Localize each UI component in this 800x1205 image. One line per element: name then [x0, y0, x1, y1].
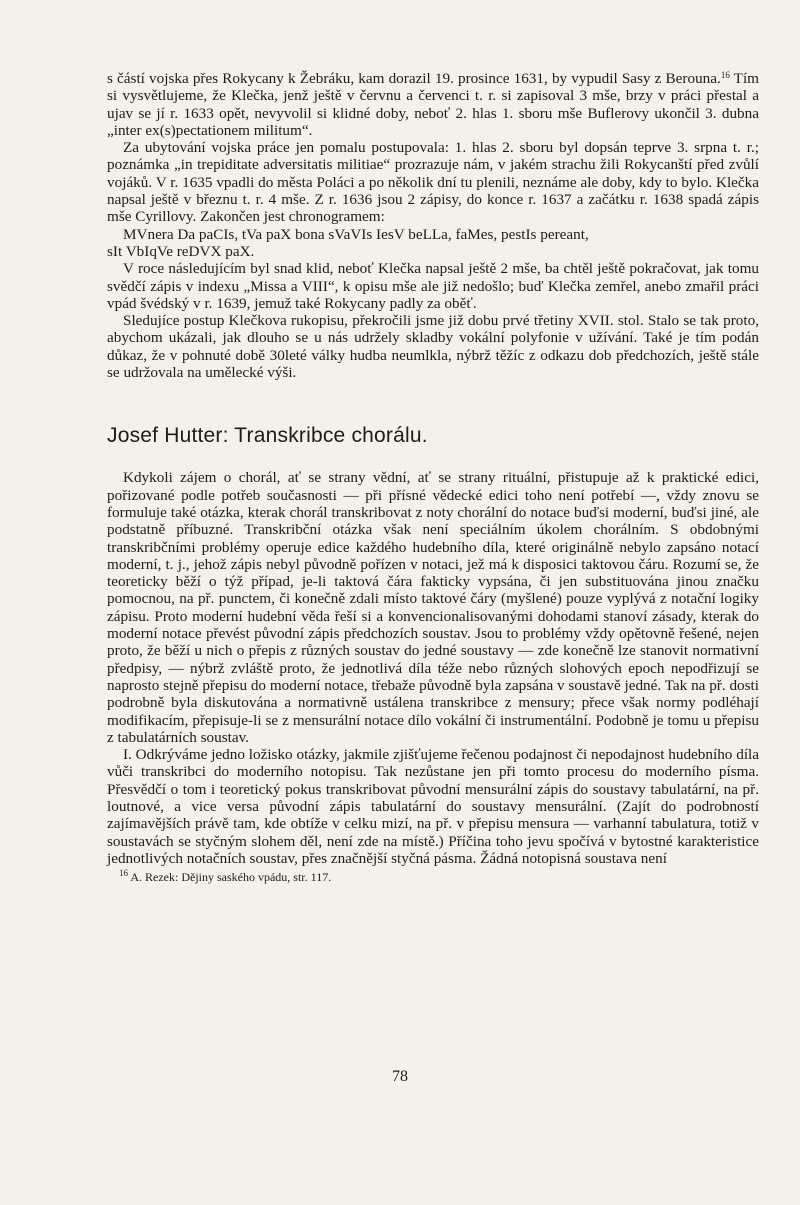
paragraph-1: s částí vojska přes Rokycany k Žebráku, kam dorazil 19. prosince 1631, by vypudil Sasy z Berouna.$^{16}$ Tím si vysvětlujeme, že Klečka, jenž ještě v červnu a červenci t. r. si zapisoval 3 mše, brzy v práci přestal a ujav se jí r. 1633 opět, nevyvolil si klidné doby, neboť 2. hlas 1. sboru mše Buflerovy ukončil 3. dubna „inter ex(s)pectationem militum“.	[107, 70, 759, 139]
paragraph-3: V roce následujícím byl snad klid, neboť Klečka napsal ještě 2 mše, ba chtěl ještě pokračovat, jak tomu svědčí zápis v indexu „Missa a VIII“, k opisu mše ale již nedošlo; buď Klečka zemřel, anebo zmařil práci vpád švédský v r. 1639, jemuž také Rokycany padly za oběť.	[107, 260, 759, 312]
footnote-reference: 16	[720, 70, 730, 80]
paragraph-4: Sledujíce postup Klečkova rukopisu, překročili jsme již dobu prvé třetiny XVII. stol. Stalo se tak proto, abychom ukázali, jak dlouho se u nás udržely skladby vokální polyfonie v užívání. Také je tím podán důkaz, že v pohnuté době 30leté války hudba neumlkla, nýbrž těžíc z odkazu dob předchozích, ještě stále se udržovala na umělecké výši.	[107, 312, 759, 382]
paragraph-2: Za ubytování vojska práce jen pomalu postupovala: 1. hlas 2. sboru byl dopsán teprve 3. srpna t. r.; poznámka „in trepiditate adversitatis militiae“ prozrazuje nám, v jakém strachu žili Rokycanští před zvůlí vojáků. V r. 1635 vpadli do města Poláci a po několik dní tu plenili, neznáme ale doby, kdy to bylo. Klečka napsal ještě v březnu t. r. 4 mše. Z r. 1636 jsou 2 zápisy, do konce r. 1637 a začátku r. 1638 spadá zápis mše Cyrillovy. Zakončen jest chronogramem:	[107, 139, 759, 226]
chronogram-line-2: sIt VbIqVe reDVX paX.	[107, 242, 255, 260]
page-number: 78	[392, 1068, 408, 1085]
page-body	[107, 70, 759, 884]
footnote: $^{16}$ A. Rezek: Dějiny saského vpádu, str. 117.	[119, 868, 332, 885]
chronogram-line-1: MVnera Da paCIs, tVa paX bona sVaVIs IesV beLLa, faMes, pestIs pereant,	[123, 225, 589, 243]
paragraph-5: Kdykoli zájem o chorál, ať se strany vědní, ať se strany rituální, přistupuje až k praktické edici, pořizované podle potřeb současnosti — při přísné vědecké edici toho není potřebí —, vždy znovu se formuluje také otázka, kterak chorál transkribovat z noty chorální do notace buďsi moderní, buďsi jiné, ale podstatně příbuzné. Transkribční otázka však není speciálním úkolem chorálním. S obdobnými transkribčními problémy operuje edice každého hudebního díla, které originálně nebylo zapsáno notací moderní, t. j., jehož zápis nebyl původně pořízen v notaci, jež má k disposici taktovou čáru. Rozumí se, že teoreticky běží o týž případ, je-li taktová čára fakticky vypsána, či jen substituována jinou značku pomocnou, na př. punctem, či konečně zdali místo taktové čáry (myšlené) pouze vyplývá z notační logiky zápisu. Proto moderní hudební věda řeší si a konvencionalisovanými dohodami stanoví zásady, kterak do moderní notace převést původní zápis předchozích soustav. Jsou to problémy vždy opětovně řešené, nejen proto, že běží u nich o přepis z různých soustav do jedné soustavy — zde konečně lze stanovit normativní předpisy, — nýbrž zvláště proto, že jednotlivá díla téže nebo různých slohových epoch nepodřizují se naprosto stejně přepisu do moderní notace, třebaže původně byla zapsána v soustavě jedné. Tak na př. dosti podrobně byla diskutována a normativně ustálena transkribce z mensury; přece však normy podléhají modifikacím, přepisuje-li se z mensurální notace dílo vokální či instrumentální. Podobně je tomu u přepisu z tabulatárních soustav.	[107, 469, 759, 746]
section-title: Josef Hutter: Transkribce chorálu.	[107, 424, 428, 448]
paragraph-6: I. Odkrýváme jedno ložisko otázky, jakmile zjišťujeme řečenou podajnost či nepodajnost hudebního díla vůči transkribci do moderního notopisu. Tak nezůstane jen při tomto procesu do moderního písma. Přesvědčí o tom i teoretický pokus transkribovat původní mensurální zápis do soustavy tabulatární, na př. loutnové, a vice versa původní zápis tabulatární do soustavy mensurální. (Zajít do podrobností zajímavějších právě tam, kde obtíže v celku mizí, na př. v přepisu mensura — varhanní tabulatura, totiž v soustavách se styčným slohem děl, není zde na místě.) Příčina toho jevu spočívá v bytostné karakteristice jednotlivých notačních soustav, přes značnější styčná pásma. Žádná notopisná soustava není	[107, 746, 759, 867]
